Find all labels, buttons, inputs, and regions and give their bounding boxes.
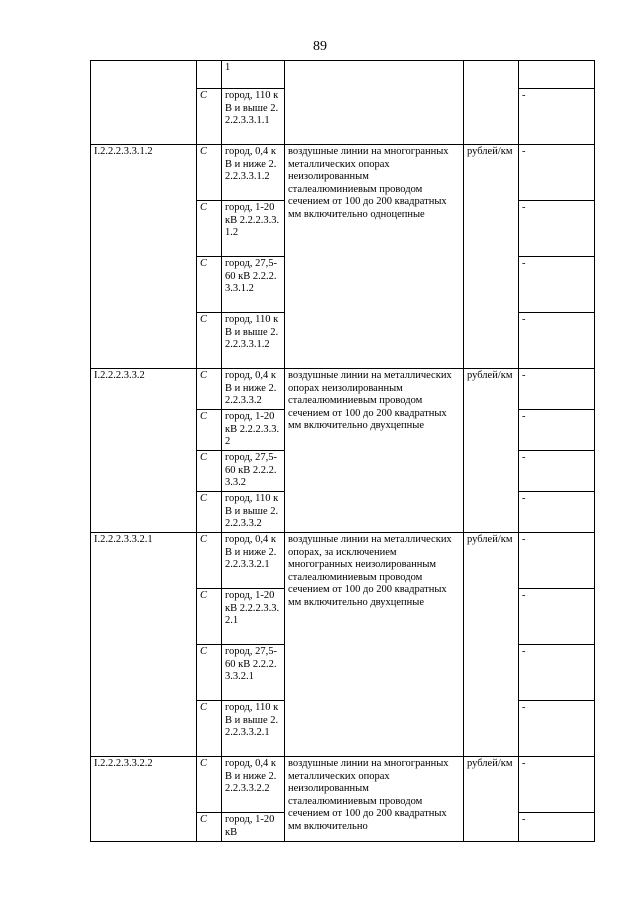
tariff-table bbox=[90, 60, 595, 842]
region-cell: город, 0,4 кВ и ниже 2.2.2.3.3.2.2 bbox=[222, 757, 285, 813]
letter-cell: С bbox=[197, 410, 222, 451]
region-cell: город, 1-20 кВ 2.2.2.3.3.1.2 bbox=[222, 201, 285, 257]
letter-cell: С bbox=[197, 757, 222, 813]
region-cell: город, 110 кВ и выше 2.2.2.3.3.2.1 bbox=[222, 701, 285, 757]
value-cell: - bbox=[519, 145, 595, 201]
letter-cell: С bbox=[197, 89, 222, 145]
description-cell: воздушные линии на металлических опорах неизолированным сталеалюминиевым проводом сечением от 100 до 200 квадратных мм включительно двухцепные bbox=[285, 369, 464, 533]
value-cell: - bbox=[519, 451, 595, 492]
value-cell: - bbox=[519, 757, 595, 813]
value-cell: - bbox=[519, 645, 595, 701]
region-cell: город, 27,5-60 кВ 2.2.2.3.3.2.1 bbox=[222, 645, 285, 701]
table-row bbox=[91, 369, 595, 410]
letter-cell: С bbox=[197, 492, 222, 533]
description-cell: воздушные линии на металлических опорах, за исключением многогранных неизолированным сталеалюминиевым проводом сечением от 100 до 200 квадратных мм включительно двухцепные bbox=[285, 533, 464, 757]
letter-cell: С bbox=[197, 589, 222, 645]
letter-cell: С bbox=[197, 813, 222, 842]
letter-cell: С bbox=[197, 701, 222, 757]
value-cell: - bbox=[519, 313, 595, 369]
letter-cell bbox=[197, 61, 222, 89]
page-number: 89 bbox=[313, 39, 327, 54]
table-row bbox=[91, 533, 595, 589]
region-cell: город, 0,4 кВ и ниже 2.2.2.3.3.1.2 bbox=[222, 145, 285, 201]
tariff-table-body bbox=[91, 61, 595, 842]
value-cell: - bbox=[519, 410, 595, 451]
table-row bbox=[91, 757, 595, 813]
letter-cell: С bbox=[197, 257, 222, 313]
code-cell bbox=[91, 61, 197, 145]
unit-cell: рублей/км bbox=[464, 533, 519, 757]
letter-cell: С bbox=[197, 313, 222, 369]
value-cell: - bbox=[519, 369, 595, 410]
code-cell: I.2.2.2.3.3.2 bbox=[91, 369, 197, 533]
region-cell: 1 bbox=[222, 61, 285, 89]
unit-cell: рублей/км bbox=[464, 145, 519, 369]
value-cell: - bbox=[519, 701, 595, 757]
region-cell: город, 27,5-60 кВ 2.2.2.3.3.2 bbox=[222, 451, 285, 492]
region-cell: город, 27,5-60 кВ 2.2.2.3.3.1.2 bbox=[222, 257, 285, 313]
region-cell: город, 1-20 кВ 2.2.2.3.3.2 bbox=[222, 410, 285, 451]
unit-cell: рублей/км bbox=[464, 757, 519, 842]
region-cell: город, 1-20 кВ bbox=[222, 813, 285, 842]
region-cell: город, 0,4 кВ и ниже 2.2.2.3.3.2.1 bbox=[222, 533, 285, 589]
value-cell: - bbox=[519, 257, 595, 313]
description-cell: воздушные линии на многогранных металлических опорах неизолированным сталеалюминиевым проводом сечением от 100 до 200 квадратных мм включительно одноцепные bbox=[285, 145, 464, 369]
region-cell: город, 110 кВ и выше 2.2.2.3.3.2 bbox=[222, 492, 285, 533]
value-cell: - bbox=[519, 492, 595, 533]
description-cell: воздушные линии на многогранных металлических опорах неизолированным сталеалюминиевым проводом сечением от 100 до 200 квадратных мм включительно bbox=[285, 757, 464, 842]
code-cell: I.2.2.2.3.3.1.2 bbox=[91, 145, 197, 369]
code-cell: I.2.2.2.3.3.2.2 bbox=[91, 757, 197, 842]
table-row bbox=[91, 61, 595, 89]
table-row bbox=[91, 145, 595, 201]
code-cell: I.2.2.2.3.3.2.1 bbox=[91, 533, 197, 757]
value-cell: - bbox=[519, 589, 595, 645]
unit-cell: рублей/км bbox=[464, 369, 519, 533]
value-cell: - bbox=[519, 89, 595, 145]
letter-cell: С bbox=[197, 645, 222, 701]
letter-cell: С bbox=[197, 145, 222, 201]
region-cell: город, 1-20 кВ 2.2.2.3.3.2.1 bbox=[222, 589, 285, 645]
unit-cell bbox=[464, 61, 519, 145]
letter-cell: С bbox=[197, 201, 222, 257]
value-cell: - bbox=[519, 533, 595, 589]
value-cell: - bbox=[519, 201, 595, 257]
region-cell: город, 110 кВ и выше 2.2.2.3.3.1.2 bbox=[222, 313, 285, 369]
description-cell bbox=[285, 61, 464, 145]
value-cell bbox=[519, 61, 595, 89]
letter-cell: С bbox=[197, 369, 222, 410]
letter-cell: С bbox=[197, 451, 222, 492]
value-cell: - bbox=[519, 813, 595, 842]
region-cell: город, 0,4 кВ и ниже 2.2.2.3.3.2 bbox=[222, 369, 285, 410]
letter-cell: С bbox=[197, 533, 222, 589]
region-cell: город, 110 кВ и выше 2.2.2.3.3.1.1 bbox=[222, 89, 285, 145]
